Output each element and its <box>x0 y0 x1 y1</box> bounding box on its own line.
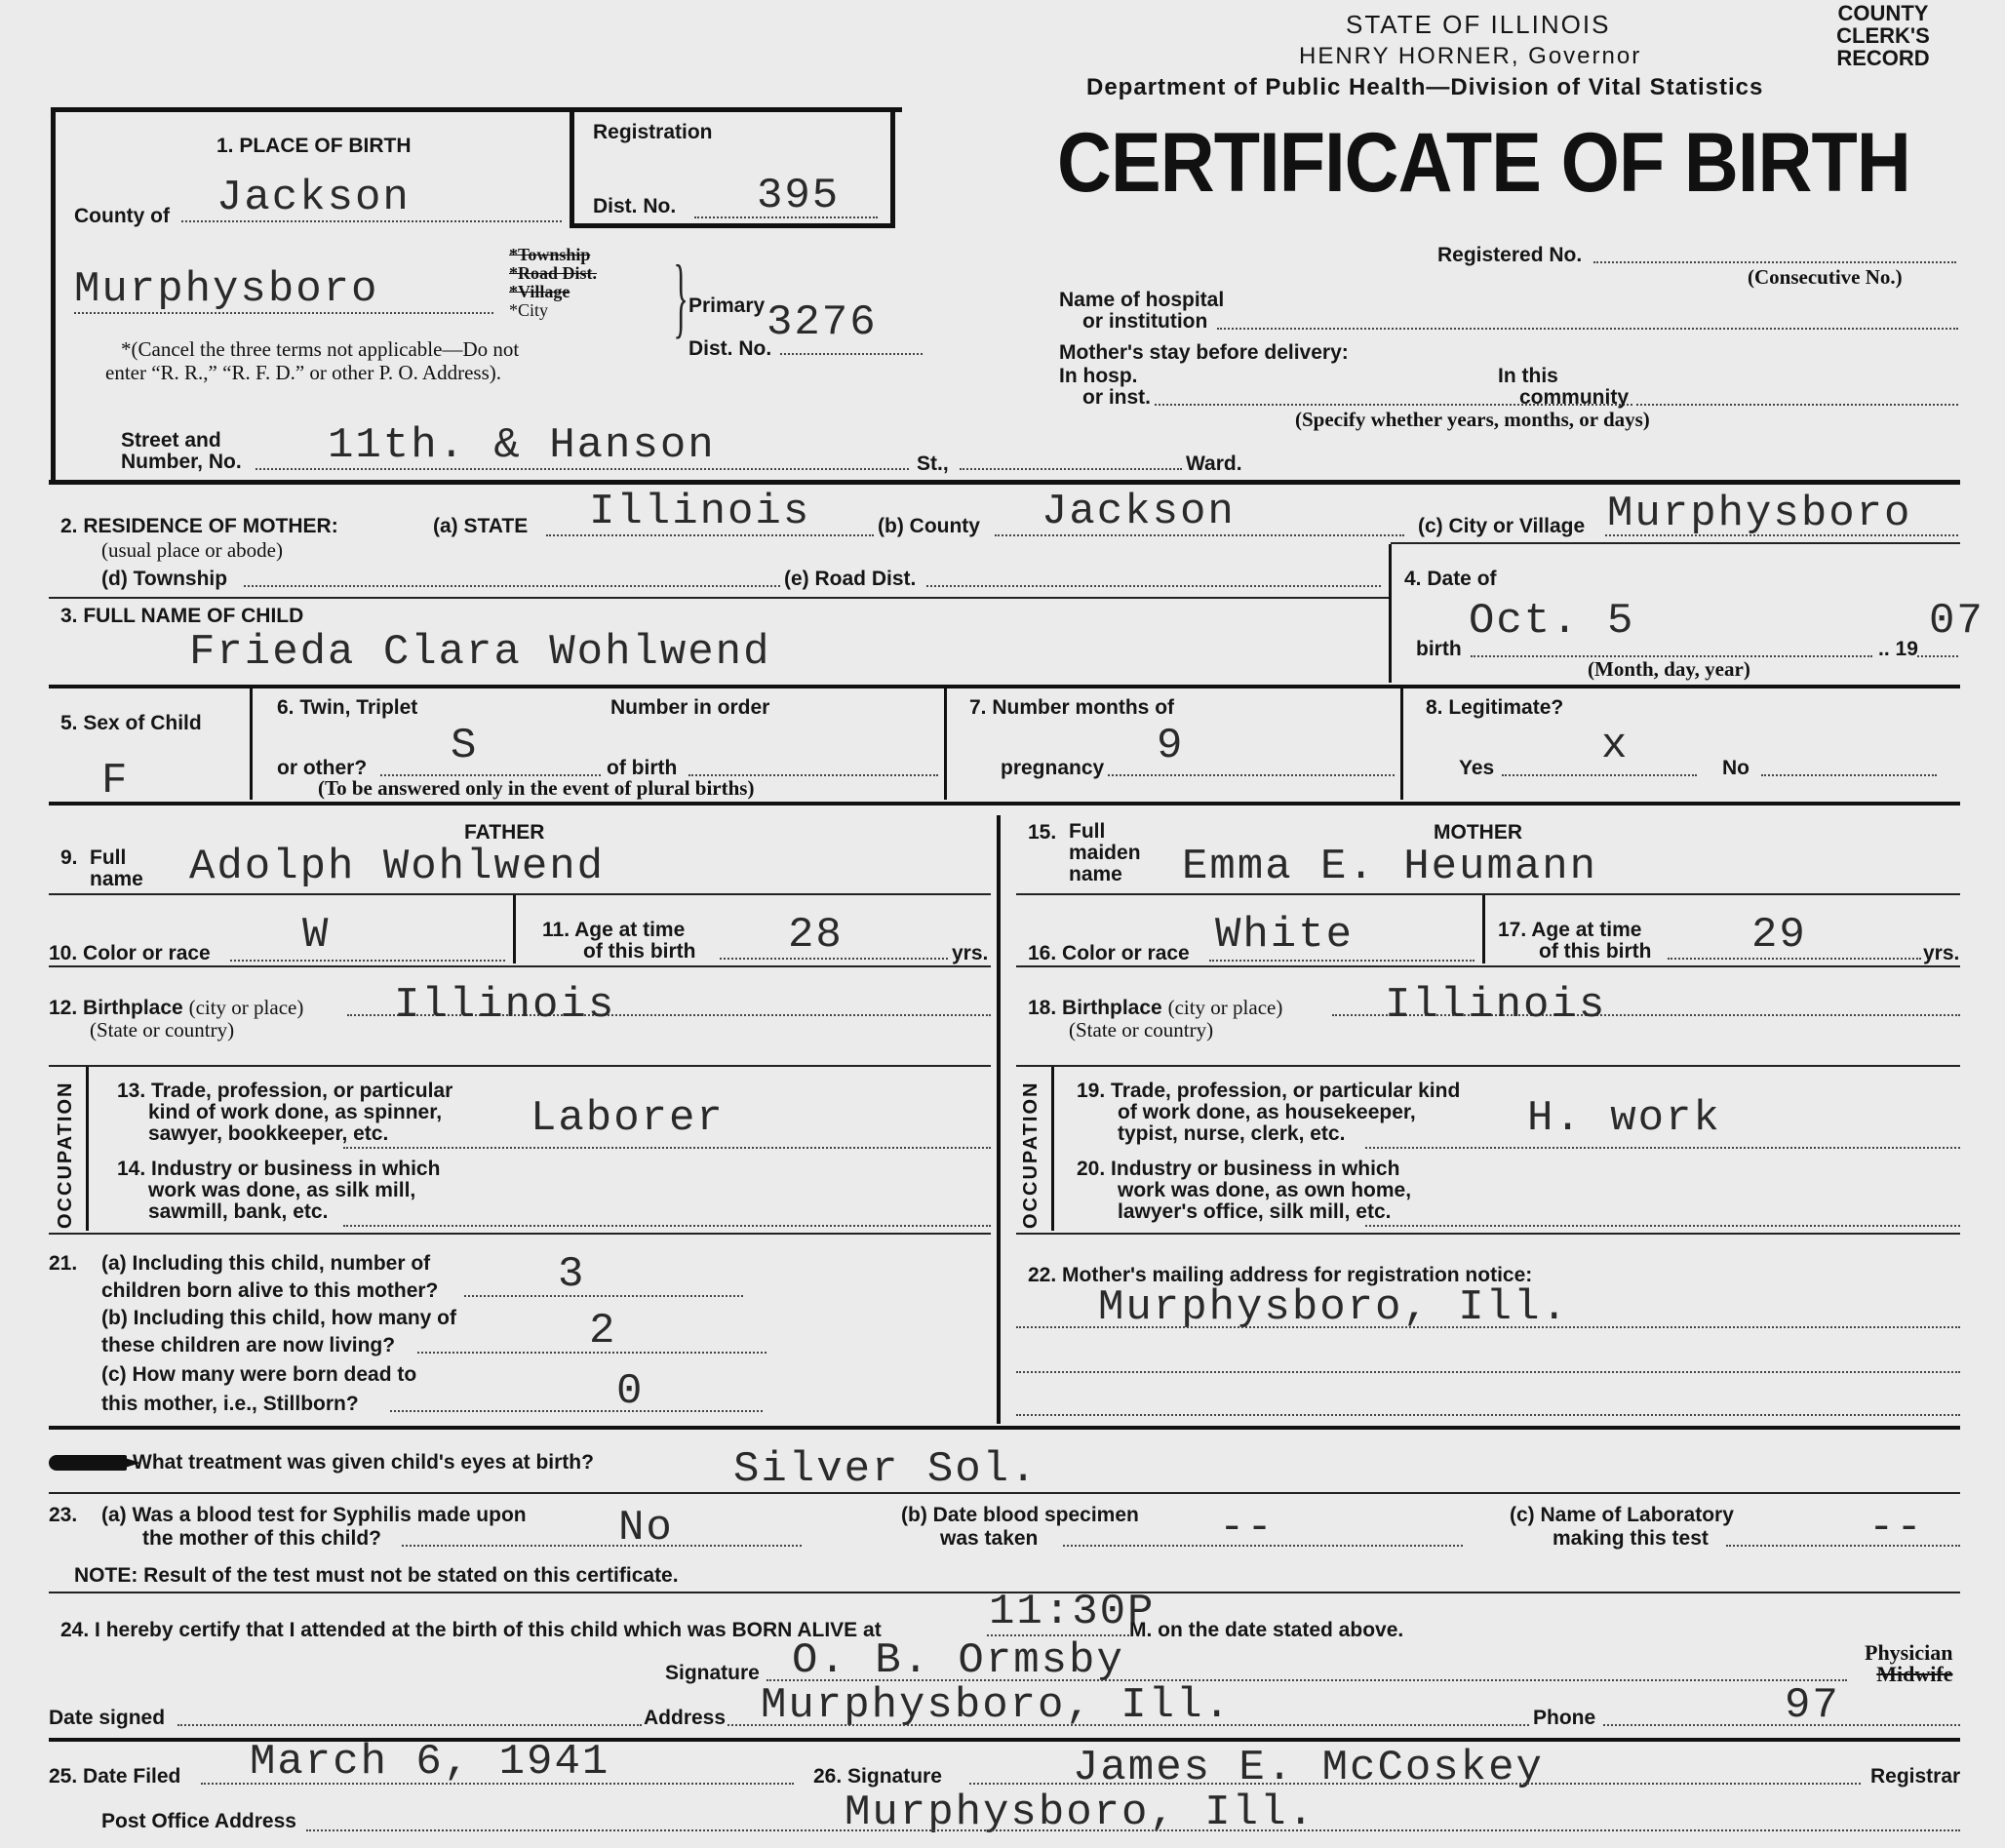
cancel-note-1: *(Cancel the three terms not applicable—Do not <box>121 337 520 361</box>
mother-name-label: Full maiden name <box>1069 820 1141 885</box>
eyes-label: What treatment was given child's eyes at birth? <box>49 1451 594 1474</box>
ward-label: Ward. <box>1186 452 1242 475</box>
blood-lab-value: -- <box>1868 1504 1924 1553</box>
department-line: Department of Public Health—Division of Vital Statistics <box>1086 74 1764 100</box>
mother-age-value: 29 <box>1751 911 1807 960</box>
dist-no-value: 395 <box>757 172 841 220</box>
mailing-label: 22. Mother's mailing address for registration notice: <box>1028 1264 1533 1286</box>
blood-test-value: No <box>618 1504 674 1553</box>
blood-a-label-2: the mother of this child? <box>142 1527 381 1550</box>
date-filed-label: 25. Date Filed <box>49 1765 181 1788</box>
res-city-value: Murphysboro <box>1607 490 1912 538</box>
children-c-label-2: this mother, i.e., Stillborn? <box>101 1393 359 1415</box>
res-township-label: (d) Township <box>101 568 228 590</box>
certify-text-1: 24. I hereby certify that I attended at the birth of this child which was BORN ALIVE at <box>60 1619 882 1641</box>
father-age-value: 28 <box>788 911 844 960</box>
governor-line: HENRY HORNER, Governor <box>1299 43 1642 69</box>
phone-label: Phone <box>1533 1707 1596 1729</box>
blood-b-label-2: was taken <box>940 1527 1039 1550</box>
county-clerk-record: COUNTY CLERK'S RECORD <box>1836 1 1930 70</box>
divider <box>1482 895 1485 963</box>
order-label-2: of birth <box>607 757 678 779</box>
twin-label-1: 6. Twin, Triplet <box>277 696 418 719</box>
father-trade-value: Laborer <box>531 1094 725 1143</box>
birth-year-value: 07 <box>1929 597 1985 646</box>
divider <box>1016 1233 1960 1235</box>
mother-birthplace-label: 18. Birthplace (city or place) <box>1028 996 1283 1019</box>
children-a-label-1: (a) Including this child, number of <box>101 1252 431 1275</box>
order-label-1: Number in order <box>610 696 770 719</box>
mother-trade-value: H. work <box>1527 1094 1721 1143</box>
blood-c-label-1: (c) Name of Laboratory <box>1510 1504 1734 1526</box>
father-trade-label: 13. Trade, profession, or particular kind of work done, as spinner, sawyer, bookkeeper, etc. <box>117 1080 453 1145</box>
eyes-value: Silver Sol. <box>733 1445 1039 1494</box>
address-label: Address <box>644 1707 727 1729</box>
divider <box>49 685 1960 688</box>
place-type-terms: *Township *Road Dist. *Village *City <box>509 245 598 320</box>
mother-yrs-label: yrs. <box>1923 942 1960 964</box>
dist-no-label: Dist. No. <box>593 195 677 217</box>
child-name-label: 3. FULL NAME OF CHILD <box>60 605 304 627</box>
po-address-label: Post Office Address <box>101 1810 296 1832</box>
registration-label: Registration <box>593 121 713 143</box>
mother-industry-label: 20. Industry or business in which work was done, as own home, lawyer's office, silk mill, etc. <box>1077 1158 1412 1223</box>
mother-birthplace-sub: (State or country) <box>1069 1018 1214 1042</box>
divider <box>1016 965 1960 967</box>
legit-label: 8. Legitimate? <box>1426 696 1564 719</box>
no-label: No <box>1722 757 1749 779</box>
blood-c-label-2: making this test <box>1553 1527 1709 1550</box>
blood-note: NOTE: Result of the test must not be stated on this certificate. <box>74 1564 679 1587</box>
mailing-value: Murphysboro, Ill. <box>1098 1283 1569 1332</box>
street-value: 11th. & Hanson <box>328 421 716 470</box>
res-state-label: (a) STATE <box>433 515 529 537</box>
divider <box>1016 1065 1960 1067</box>
father-race-value: W <box>302 911 331 960</box>
children-living-value: 2 <box>589 1307 617 1356</box>
father-age-label-1: 11. Age at time <box>542 919 686 941</box>
county-label: County of <box>74 205 170 227</box>
mother-age-label-1: 17. Age at time <box>1498 919 1642 941</box>
father-name-value: Adolph Wohlwend <box>189 843 606 891</box>
father-race-label: 10. Color or race <box>49 942 211 964</box>
brace-glyph: } <box>673 247 688 346</box>
certificate-title: CERTIFICATE OF BIRTH <box>1057 116 1910 210</box>
children-a-label-2: children born alive to this mother? <box>101 1279 439 1302</box>
hospital-label-1: Name of hospital <box>1059 289 1225 311</box>
divider <box>49 1426 1960 1430</box>
divider <box>49 1065 991 1067</box>
residence-sub: (usual place or abode) <box>101 538 283 562</box>
children-c-label-1: (c) How many were born dead to <box>101 1363 417 1386</box>
mother-birthplace-value: Illinois <box>1385 981 1607 1030</box>
mother-occupation-tag: OCCUPATION <box>1020 1081 1042 1229</box>
divider <box>513 895 516 963</box>
primary-dist-value: 3276 <box>767 298 878 347</box>
place-of-birth-heading: 1. PLACE OF BIRTH <box>216 135 412 157</box>
certify-text-2: M. on the date stated above. <box>1129 1619 1404 1641</box>
father-name-label-1: Full <box>90 846 127 869</box>
divider <box>1051 1067 1054 1231</box>
divider <box>1389 544 1392 683</box>
birth-time-value: 11:30P <box>989 1588 1156 1636</box>
father-age-label-2: of this birth <box>583 940 696 963</box>
specify-note: (Specify whether years, months, or days) <box>1295 408 1650 431</box>
father-yrs-label: yrs. <box>952 942 989 964</box>
mother-name-num: 15. <box>1028 821 1057 844</box>
pointing-hand-icon <box>49 1455 127 1471</box>
divider <box>49 965 991 967</box>
street-label-2: Number, No. <box>121 451 242 473</box>
sex-label: 5. Sex of Child <box>60 712 202 734</box>
father-heading: FATHER <box>464 821 545 844</box>
children-b-label-2: these children are now living? <box>101 1334 396 1357</box>
divider <box>86 1067 89 1231</box>
mother-heading: MOTHER <box>1434 821 1522 844</box>
in-hosp-label-2: or inst. <box>1082 386 1152 409</box>
months-label-2: pregnancy <box>1001 757 1105 779</box>
street-label-1: Street and <box>121 429 221 452</box>
signature-label: Signature <box>665 1662 760 1684</box>
sex-value: F <box>101 757 130 806</box>
yes-label: Yes <box>1459 757 1495 779</box>
blood-date-value: -- <box>1219 1504 1275 1553</box>
child-name-value: Frieda Clara Wohlwend <box>189 628 771 677</box>
registrar-signature: James E. McCoskey <box>1073 1744 1544 1792</box>
hospital-label-2: or institution <box>1082 310 1208 333</box>
mother-age-label-2: of this birth <box>1539 940 1652 963</box>
father-name-label-2: name <box>90 868 143 890</box>
res-county-value: Jackson <box>1042 488 1236 536</box>
date-label-1: 4. Date of <box>1404 568 1497 590</box>
res-county-label: (b) County <box>878 515 980 537</box>
months-value: 9 <box>1157 722 1185 770</box>
res-road-label: (e) Road Dist. <box>784 568 917 590</box>
registered-no-label: Registered No. <box>1437 244 1583 266</box>
res-state-value: Illinois <box>589 488 811 536</box>
primary-label: Primary <box>688 295 766 317</box>
in-hosp-label-1: In hosp. <box>1059 365 1138 387</box>
mother-trade-label: 19. Trade, profession, or particular kind of work done, as housekeeper, typist, nurse, clerk, etc. <box>1077 1080 1461 1145</box>
children-alive-value: 3 <box>558 1250 586 1299</box>
divider <box>997 815 1001 1424</box>
county-value: Jackson <box>216 174 411 222</box>
stay-label: Mother's stay before delivery: <box>1059 341 1349 364</box>
children-b-label-1: (b) Including this child, how many of <box>101 1307 456 1329</box>
city-of-birth-value: Murphysboro <box>74 265 379 314</box>
father-name-num: 9. <box>60 846 78 869</box>
physician-signature: O. B. Ormsby <box>792 1636 1124 1685</box>
divider <box>250 687 253 800</box>
months-label-1: 7. Number months of <box>969 696 1175 719</box>
children-num: 21. <box>49 1252 78 1275</box>
po-address-value: Murphysboro, Ill. <box>845 1789 1316 1837</box>
father-birthplace-value: Illinois <box>394 981 616 1030</box>
residence-label: 2. RESIDENCE OF MOTHER: <box>60 515 338 537</box>
twin-label-2: or other? <box>277 757 368 779</box>
children-stillborn-value: 0 <box>616 1367 645 1416</box>
role-label: Physician Midwife <box>1865 1640 1953 1686</box>
plural-note: (To be answered only in the event of plural births) <box>318 776 755 800</box>
phone-value: 97 <box>1785 1681 1840 1730</box>
blood-num: 23. <box>49 1504 78 1526</box>
divider <box>49 1233 991 1235</box>
father-birthplace-sub: (State or country) <box>90 1018 235 1042</box>
date-filed-value: March 6, 1941 <box>250 1738 610 1787</box>
date-signed-label: Date signed <box>49 1707 166 1729</box>
date-label-2: birth <box>1416 638 1462 660</box>
father-industry-label: 14. Industry or business in which work was done, as silk mill, sawmill, bank, etc. <box>117 1158 441 1223</box>
father-birthplace-label: 12. Birthplace (city or place) <box>49 996 304 1019</box>
blood-b-label-1: (b) Date blood specimen <box>901 1504 1139 1526</box>
divider <box>49 597 1391 599</box>
divider <box>944 687 947 800</box>
primary-dist-label: Dist. No. <box>688 337 772 360</box>
blood-a-label-1: (a) Was a blood test for Syphilis made upon <box>101 1504 527 1526</box>
registrar-label: Registrar <box>1870 1765 1961 1788</box>
registrar-signature-label: 26. Signature <box>813 1765 942 1788</box>
date-format-note: (Month, day, year) <box>1588 657 1750 681</box>
divider <box>49 480 1960 485</box>
twin-value: S <box>451 722 479 770</box>
divider <box>1016 893 1960 895</box>
st-label: St., <box>917 452 949 475</box>
res-city-label: (c) City or Village <box>1418 515 1586 537</box>
cancel-note-2: enter “R. R.,” “R. F. D.” or other P. O. Address). <box>105 361 502 384</box>
legit-mark: x <box>1601 722 1630 770</box>
father-occupation-tag: OCCUPATION <box>55 1081 76 1229</box>
divider <box>1400 687 1403 800</box>
mother-race-value: White <box>1215 911 1355 960</box>
consecutive-note: (Consecutive No.) <box>1748 265 1903 289</box>
community-label-1: In this <box>1498 365 1558 387</box>
divider <box>1391 542 1960 544</box>
mother-name-value: Emma E. Heumann <box>1182 843 1598 891</box>
mother-race-label: 16. Color or race <box>1028 942 1190 964</box>
community-label-2: community <box>1519 386 1630 409</box>
divider <box>49 893 991 895</box>
birth-date-value: Oct. 5 <box>1469 597 1635 646</box>
divider <box>49 1492 1960 1494</box>
state-name: STATE OF ILLINOIS <box>1346 10 1611 39</box>
divider <box>49 802 1960 806</box>
physician-address: Murphysboro, Ill. <box>761 1681 1232 1730</box>
year-prefix: .. 19 <box>1878 638 1918 660</box>
